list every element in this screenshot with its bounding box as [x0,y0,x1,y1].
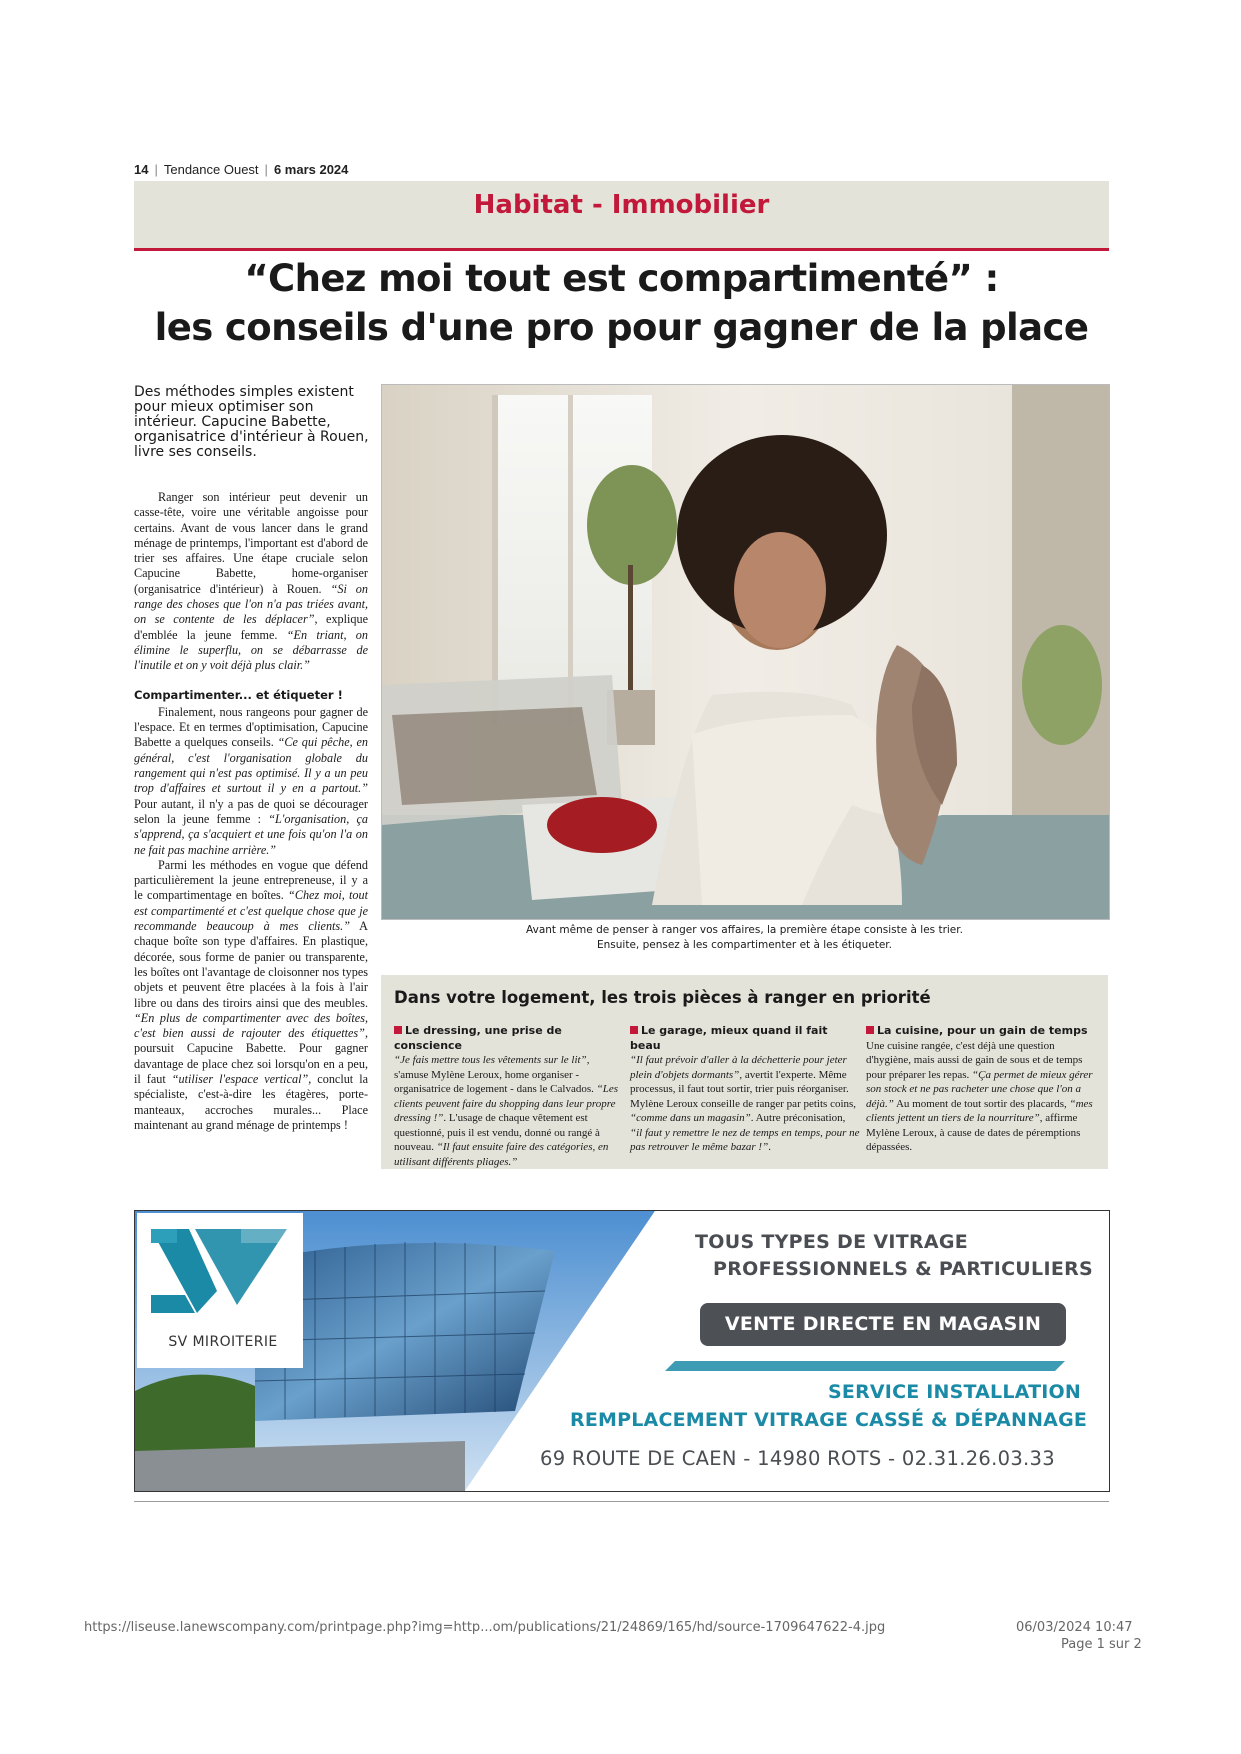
body-paragraph: Parmi les méthodes en vogue que défend particulièrement la jeune entrepreneuse, il y a le compartimentage en boîtes. “Chez moi, tout est compartimenté et c'est quelque chose que je recommande beaucoup à mes clients.” A chaque boîte son type d'affaires. En plastique, décorée, sous forme de panier ou transparente, les boîtes ont l'avantage de cloisonner nos types objets et peuvent être placées à la fois à l'air libre ou dans des tiroirs ainsi que des meubles. “En plus de compartimenter avec des boîtes, c'est bien aussi de rajouter des étiquettes”, poursuit Capucine Babette. Pour gagner davantage de place chez soi lorsqu'on en a peu, il faut “utiliser l'espace vertical”, conclut la spécialiste, c'est-à-dire les étagères, porte-manteaux, accroches murales... Place maintenant au grand ménage de printemps ! [134,857,368,1132]
ad-line-2: PROFESSIONNELS & PARTICULIERS [713,1258,1094,1280]
sv-logo-icon [137,1213,303,1333]
box-column-heading: Le dressing, une prise de conscience [394,1024,562,1052]
ad-logo [137,1213,303,1368]
body-paragraph: Finalement, nous rangeons pour gagner de l'espace. Et en termes d'optimisation, Capucine Babette a quelques conseils. “Ce qui pêche, en général, c'est l'organisation globale du rangement qui n'est pas optimisé. Il y a un peu trop d'affaires et surtout il y en a partout.” Pour autant, il n'y a pas de quoi se décourager selon la jeune femme : “L'organisation, ça s'apprend, ça s'acquiert et une fois qu'on l'a on ne fait pas machine arrière.” [134,704,368,857]
sidebar-box [381,975,1108,1169]
ad-brand: SV MIROITERIE [168,1334,278,1350]
photo-caption [381,923,1108,953]
article-body [134,490,368,1133]
box-column-cuisine: La cuisine, pour un gain de temps Une cuisine rangée, c'est déjà une question d'hygiène, mais aussi de gain de sous et de temps pour préparer les repas. “Ça permet de mieux gérer son stock et ne pas racheter une chose que l'on a déjà.” Au moment de tout sortir des placards, “mes clients jettent un tiers de la nourriture”, affirme Mylène Leroux, à cause de dates de péremptions dépassées. [866,1024,1096,1155]
body-subhead: Compartimenter... et étiqueter ! [134,687,343,702]
box-column-heading: Le garage, mieux quand il fait beau [630,1024,828,1052]
headline-line-2: les conseils d'une pro pour gagner de la place [154,306,1089,349]
ad-pill [700,1303,1066,1346]
headline-line-1: “Chez moi tout est compartimenté” : [244,257,999,300]
rubric-title: Habitat - Immobilier [473,190,770,220]
print-url: https://liseuse.lanewscompany.com/printpage.php?img=http...om/publications/21/24869/165/hd/source-1709647622-4.jpg [84,1620,886,1635]
caption-line-1: Avant même de penser à ranger vos affaires, la première étape consiste à les trier. [526,924,963,936]
headline [134,254,1109,352]
ad-address: 69 ROUTE DE CAEN - 14980 ROTS - 02.31.26.03.33 [540,1447,1055,1470]
page-number: 14 [134,162,149,177]
print-page-number: Page 1 sur 2 [1061,1637,1142,1652]
red-square-icon [866,1026,874,1034]
box-column-dressing: Le dressing, une prise de conscience “Je fais mettre tous les vêtements sur le lit”, s'amuse Mylène Leroux, home organiser - organisatrice de logement - dans le Calvados. “Les clients peuvent faire du shopping dans leur propre dressing !”. L'usage de chaque vêtement est questionné, puis il est vendu, donné ou rangé à nouveau. “Il faut ensuite faire des catégories, en utilisant différents pliages.” [394,1024,624,1169]
print-datetime: 06/03/2024 10:47 [1016,1620,1133,1635]
publication-name: Tendance Ouest [163,162,259,177]
folio: 14 | Tendance Ouest | 6 mars 2024 [134,162,349,177]
box-column-garage: Le garage, mieux quand il fait beau “Il faut prévoir d'aller à la déchetterie pour jeter plein d'objets dormants”, avertit l'experte. Même processus, il faut tout sortir, trier puis réorganiser. Mylène Leroux conseille de ranger par petits coins, “comme dans un magasin”. Autre préconisation, “il faut y remettre le nez de temps en temps, pour ne pas retrouver le même bazar !”. [630,1024,860,1153]
article-lead: Des méthodes simples existent pour mieux optimiser son intérieur. Capucine Babette, organisatrice d'intérieur à Rouen, livre ses conseils. [134,384,369,460]
article-photo [381,384,1110,920]
box-column-heading: La cuisine, pour un gain de temps [866,1024,1096,1039]
red-square-icon [394,1026,402,1034]
ad-line-1: TOUS TYPES DE VITRAGE [695,1231,969,1253]
box-title: Dans votre logement, les trois pièces à ranger en priorité [394,988,931,1007]
ad-line-3: SERVICE INSTALLATION [828,1381,1081,1403]
issue-date: 6 mars 2024 [273,162,349,177]
ad-pill-text: VENTE DIRECTE EN MAGASIN [724,1313,1042,1335]
ad-line-4: REMPLACEMENT VITRAGE CASSÉ & DÉPANNAGE [570,1409,1088,1431]
caption-line-2: Ensuite, pensez à les compartimenter et à les étiqueter. [597,939,892,951]
rubric-band [134,181,1109,251]
bottom-rule [134,1501,1109,1502]
red-square-icon [630,1026,638,1034]
photo-illustration [382,385,1109,919]
body-paragraph: Ranger son intérieur peut devenir un casse-tête, voire une véritable angoisse pour certains. Avant de vous lancer dans le grand ménage de printemps, l'important est d'abord de trier ses affaires. Une étape cruciale selon Capucine Babette, home-organiser (organisatrice d'intérieur) à Rouen. “Si on range des choses que l'on n'a pas triées avant, on se contente de les déplacer”, explique d'emblée la jeune femme. “En triant, on élimine le superflu, on se débarrasse de l'inutile et on y voit déjà plus clair.” [134,490,368,673]
advertisement [134,1210,1110,1492]
